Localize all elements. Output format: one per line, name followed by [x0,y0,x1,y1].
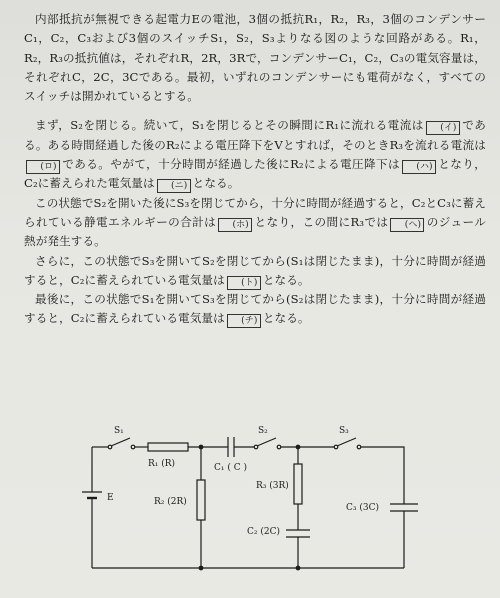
label-s3: S₃ [339,426,349,436]
answer-box-chi: (チ) [227,314,261,328]
label-r3: R₃ (3R) [256,481,289,491]
switch-s1-blade [111,438,130,446]
junction-r1-c1 [199,445,204,450]
answer-box-he: (ヘ) [390,218,424,232]
answer-box-ha: (ハ) [402,160,436,174]
resistor-r3 [294,464,302,504]
paragraph-intro [24,10,486,106]
step1-text-d: となり，C₂に蓄えられた電気量は [24,157,487,191]
label-c3: C₃ (3C) [346,503,379,513]
answer-box-ho: (ホ) [218,218,252,232]
problem-text [24,10,486,329]
circuit-diagram [0,400,500,598]
paragraph-step3 [24,252,486,291]
resistor-r1 [148,443,188,451]
paragraph-step4 [24,290,486,329]
junction-s2-s3 [296,445,301,450]
switch-s2-blade [257,438,276,446]
step2-text-c: のジュール熱が発生する。 [24,214,486,249]
label-s2: S₂ [258,426,268,436]
resistor-r2 [197,480,205,520]
step2-text-b: となり，この間にR₃では [254,214,389,229]
step1-text-e: となる。 [192,176,240,191]
answer-box-ro: (ロ) [26,160,60,174]
label-r1: R₁ (R) [148,459,176,469]
label-c1: C₁ ( C ) [214,463,247,473]
step1-text-c: である。やがて，十分時間が経過した後にR₂による電圧降下は [62,157,400,172]
paragraph-step1 [24,116,486,193]
step3-text-b: となる。 [262,272,310,287]
step2-text-a: この状態でS₂を開いた後にS₃を閉じてから，十分に時間が経過すると，C₂とC₃に蓄えられている静電エネルギーの合計は [24,195,486,229]
switch-s3-blade [337,438,356,446]
junction-bottom-r2 [199,566,204,571]
label-r2: R₂ (2R) [154,497,187,507]
label-s1: S₁ [114,426,124,436]
step3-text-a: さらに，この状態でS₃を開いてS₂を閉じてから(S₁は閉じたまま)，十分に時間が経過すると，C₂に蓄えられている電気量は [24,253,486,287]
label-e: E [107,493,114,503]
paragraph-step2 [24,194,486,252]
switch-s2-right-terminal [277,445,281,449]
label-c2: C₂ (2C) [247,527,280,537]
answer-box-ni: (ニ) [157,179,191,193]
intro-text: 内部抵抗が無視できる起電力Eの電池，3個の抵抗R₁，R₂，R₃，3個のコンデンサーC₁，C₂，C₃および3個のスイッチS₁，S₂，S₃よりなる図のような回路がある。R₁，R₂，R₃の抵抗値は，それぞれR，2R，3Rで，コンデンサーC₁，C₂，C₃の電気容量は，それぞれC，2C，3Cである。最初，いずれのコンデンサーにも電荷がなく，すべてのスイッチは開かれているとする。 [24,12,486,104]
step1-text-a: まず，S₂を閉じる。続いて，S₁を閉じるとその瞬間にR₁に流れる電流は [35,118,424,133]
answer-box-i: (イ) [426,121,460,135]
step4-text-a: 最後に，この状態でS₁を開いてS₃を閉じてから(S₂は閉じたまま)，十分に時間が経過すると，C₂に蓄えられている電気量は [24,292,486,326]
switch-s3-right-terminal [357,445,361,449]
step4-text-b: となる。 [262,311,310,326]
step1-text-b: である。ある時間経過した後のR₂による電圧降下をVとすれば，そのときR₃を流れる電流は [24,118,486,152]
switch-s1-right-terminal [131,445,135,449]
junction-bottom-c2 [296,566,301,571]
answer-box-to: (ト) [227,276,261,290]
